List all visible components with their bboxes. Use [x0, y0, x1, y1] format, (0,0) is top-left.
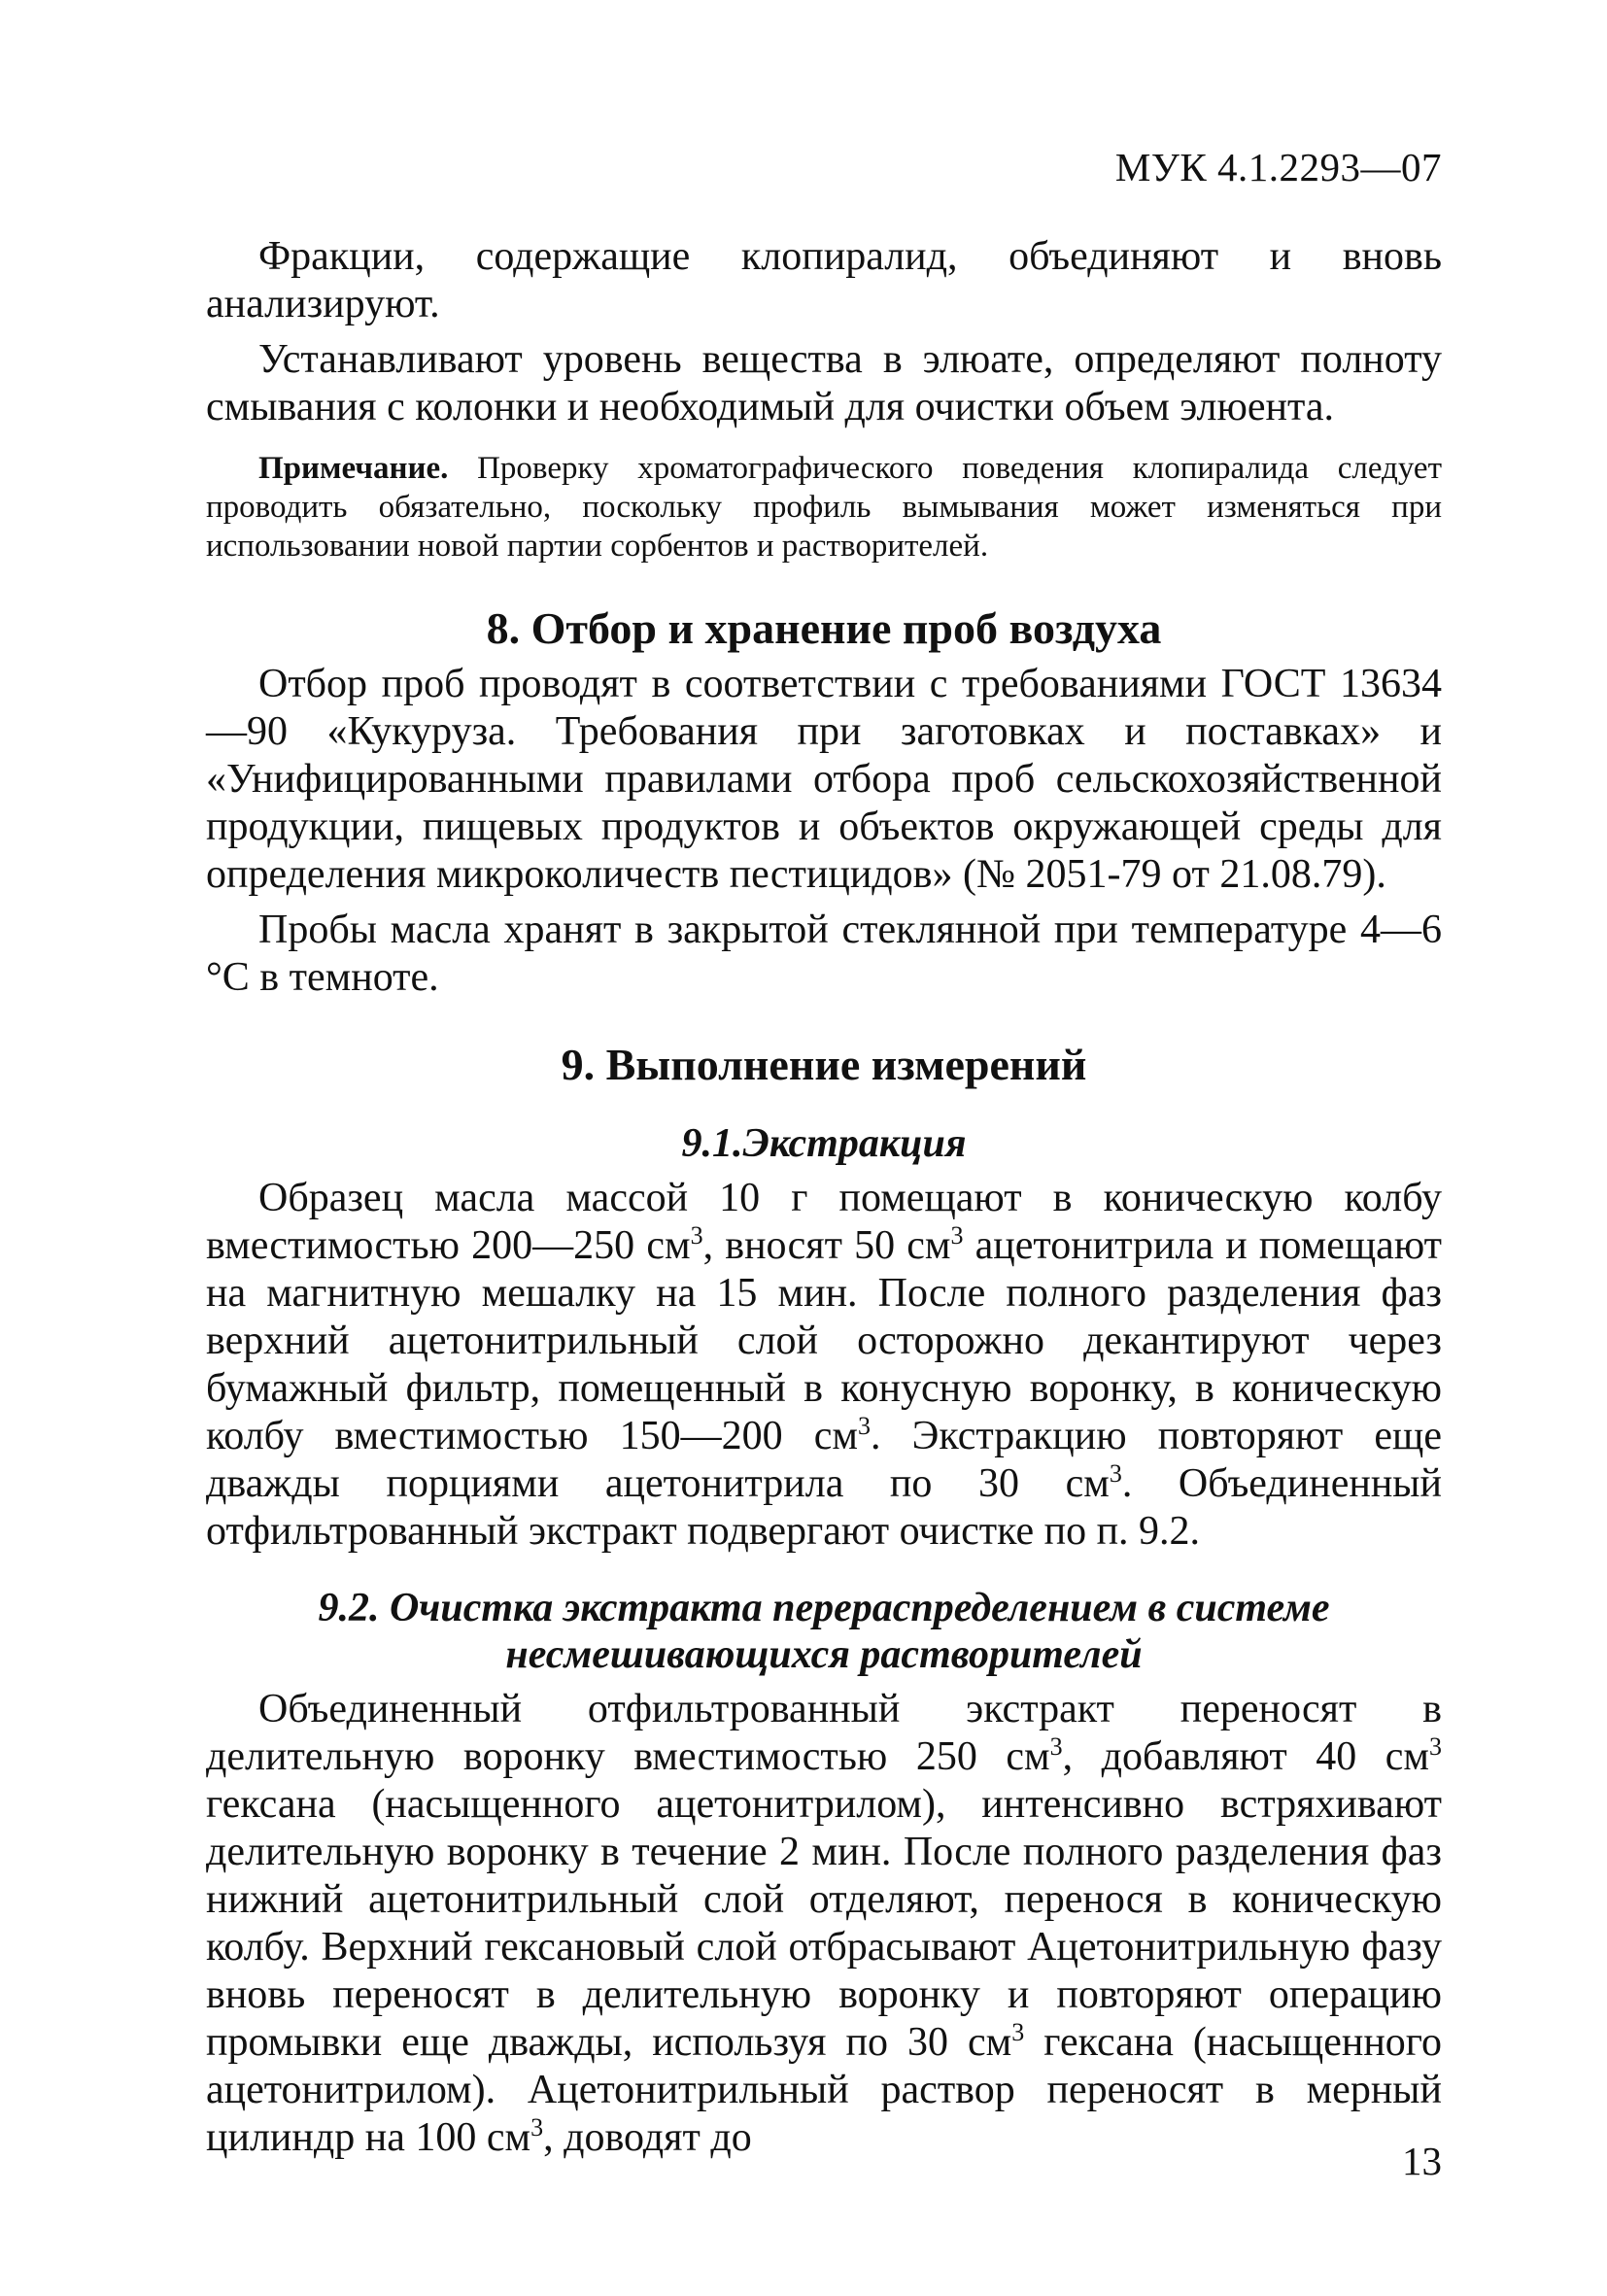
- text-run: ацетонитрила и помещают на магнитную мешалку на 15 мин. После полного разделения фаз верхний ацетонитрильный слой осторожно декантируют через бумажный фильтр, помещенный в конусную воронку, в коническую колбу вместимостью 150—200 см: [206, 1223, 1442, 1458]
- note-paragraph: [206, 449, 1442, 565]
- subsection-9-1-title: 9.1.Экстракция: [681, 1121, 967, 1166]
- text-run: гексана (насыщенного ацетонитрилом). Ацетонитрильный раствор переносят в мерный цилиндр на 100 см: [206, 2020, 1442, 2160]
- subsection-9-2-title: [206, 1585, 1442, 1678]
- section-8-paragraph-sampling: Отбор проб проводят в соответствии с требованиями ГОСТ 13634—90 «Кукуруза. Требования при заготовках и поставках» и «Унифицированными правилами отбора проб сельскохозяйственной продукции, пищевых продуктов и объектов окружающей среды для определения микроколичеств пестицидов» (№ 2051-79 от 21.08.79).: [206, 662, 1442, 897]
- paragraph-eluate-level: Устанавливают уровень вещества в элюате, определяют полноту смывания с колонки и необходимый для очистки объем элюента.: [206, 337, 1442, 429]
- subsection-9-2-title-line-1: 9.2. Очистка экстракта перераспределением в системе: [318, 1586, 1330, 1630]
- section-8-title: 8. Отбор и хранение проб воздуха: [486, 603, 1162, 653]
- text-run: , добавляют 40 см: [1062, 1734, 1429, 1779]
- page-content: [206, 233, 1442, 2170]
- text-run: , доводят до: [543, 2115, 752, 2160]
- superscript-3: 3: [950, 1221, 964, 1250]
- text-run: Объединенный отфильтрованный экстракт переносят в делительную воронку вместимостью 250 см: [206, 1687, 1442, 1779]
- text-run: , вносят 50 см: [702, 1223, 951, 1268]
- superscript-3: 3: [1429, 1732, 1442, 1761]
- superscript-3: 3: [1109, 1459, 1122, 1488]
- section-9-title: 9. Выполнение измерений: [561, 1040, 1087, 1089]
- text-run: Образец масла массой 10 г помещают в коническую колбу вместимостью 200—250 см: [206, 1176, 1442, 1268]
- subsection-9-2-paragraph: [206, 1686, 1442, 2162]
- subsection-9-1-paragraph: [206, 1175, 1442, 1556]
- subsection-9-2-title-line-2: несмешивающихся растворителей: [505, 1632, 1143, 1677]
- superscript-3: 3: [1011, 2018, 1025, 2046]
- superscript-3: 3: [530, 2113, 544, 2142]
- superscript-3: 3: [690, 1221, 703, 1250]
- text-run: . Экстракцию повторяют еще дважды порциями ацетонитрила по 30 см: [206, 1414, 1443, 1506]
- superscript-3: 3: [1049, 1732, 1063, 1761]
- text-run: гексана (насыщенного ацетонитрилом), интенсивно встряхивают делительную воронку в течение 2 мин. После полного разделения фаз нижний ацетонитрильный слой отделяют, перенося в коническую колбу. Верхний гексановый слой отбрасывают Ацетонитрильную фазу вновь переносят в делительную воронку и повторяют операцию промывки еще дважды, используя по 30 см: [206, 1782, 1442, 2065]
- paragraph-fractions: Фракции, содержащие клопиралид, объединяют и вновь анализируют.: [206, 234, 1442, 326]
- section-8-paragraph-storage: Пробы масла хранят в закрытой стеклянной при температуре 4—6 °С в темноте.: [206, 908, 1442, 1000]
- note-lead: Примечание.: [258, 451, 449, 486]
- page-number: 13: [1402, 2139, 1442, 2183]
- text-run: . Объединенный отфильтрованный экстракт подвергают очистке по п. 9.2.: [206, 1461, 1442, 1554]
- superscript-3: 3: [858, 1412, 872, 1440]
- document-code-header: МУК 4.1.2293—07: [1114, 145, 1442, 189]
- note-text: Проверку хроматографического поведения клопиралида следует проводить обязательно, поскольку профиль вымывания может изменяться при использовании новой партии сорбентов и растворителей.: [206, 451, 1442, 564]
